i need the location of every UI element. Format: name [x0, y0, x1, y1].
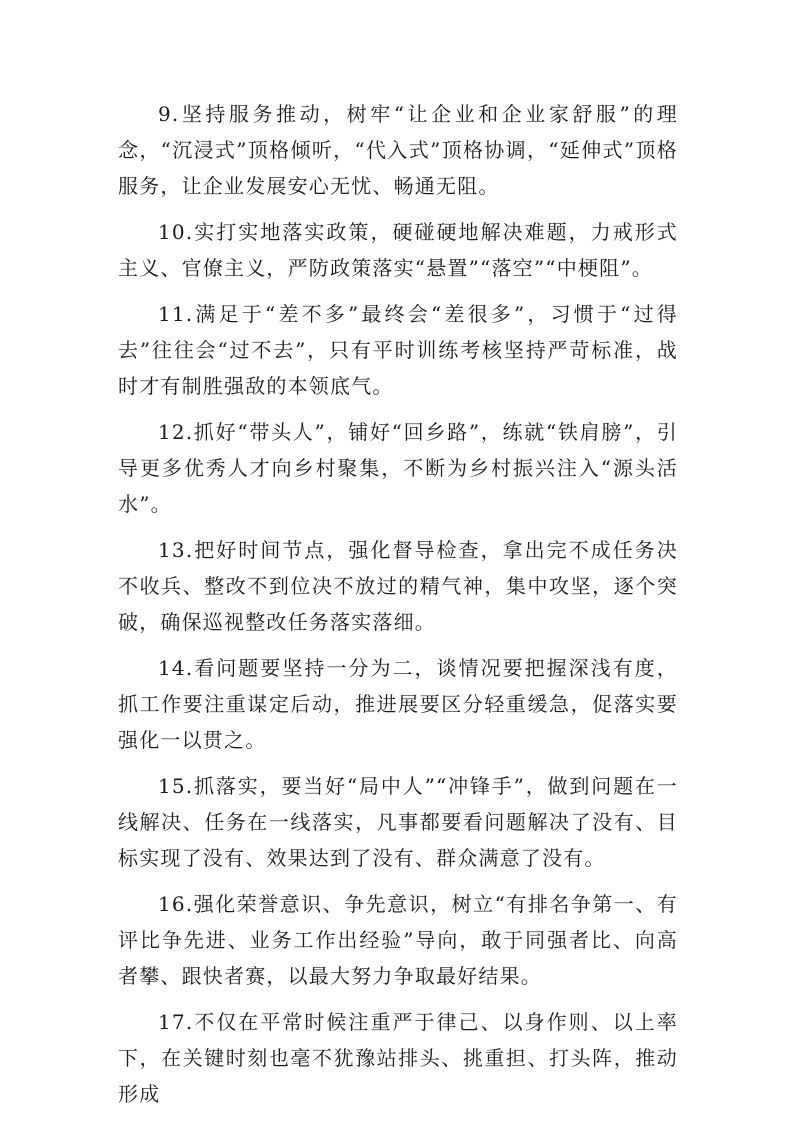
paragraph-15: 15.抓落实，要当好“局中人”“冲锋手”，做到问题在一线解决、任务在一线落实，凡事都要看问题解决了没有、目标实现了没有、效果达到了没有、群众满意了没有。 — [118, 774, 678, 870]
paragraph-9: 9.坚持服务推动，树牢“让企业和企业家舒服”的理念，“沉浸式”顶格倾听，“代入式”顶格协调，“延伸式”顶格服务，让企业发展安心无忧、畅通无阻。 — [118, 102, 678, 198]
document-page — [118, 96, 678, 1122]
paragraph-14: 14.看问题要坚持一分为二，谈情况要把握深浅有度，抓工作要注重谋定后动，推进展要区分轻重缓急，促落实要强化一以贯之。 — [118, 656, 678, 752]
paragraph-11: 11.满足于“差不多”最终会“差很多”，习惯于“过得去”往往会“过不去”，只有平时训练考核坚持严苛标准，战时才有制胜强敌的本领底气。 — [118, 302, 678, 398]
paragraph-10: 10.实打实地落实政策，硬碰硬地解决难题，力戒形式主义、官僚主义，严防政策落实“悬置”“落空”“中梗阻”。 — [118, 220, 678, 280]
paragraph-12: 12.抓好“带头人”，铺好“回乡路”，练就“铁肩膀”，引导更多优秀人才向乡村聚集，不断为乡村振兴注入“源头活水”。 — [118, 420, 678, 516]
paragraph-17: 17.不仅在平常时候注重严于律己、以身作则、以上率下，在关键时刻也毫不犹豫站排头、挑重担、打头阵，推动形成 — [118, 1010, 678, 1106]
paragraph-13: 13.把好时间节点，强化督导检查，拿出完不成任务决不收兵、整改不到位决不放过的精气神，集中攻坚，逐个突破，确保巡视整改任务落实落细。 — [118, 538, 678, 634]
paragraph-16: 16.强化荣誉意识、争先意识，树立“有排名争第一、有评比争先进、业务工作出经验”导向，敢于同强者比、向高者攀、跟快者赛，以最大努力争取最好结果。 — [118, 892, 678, 988]
